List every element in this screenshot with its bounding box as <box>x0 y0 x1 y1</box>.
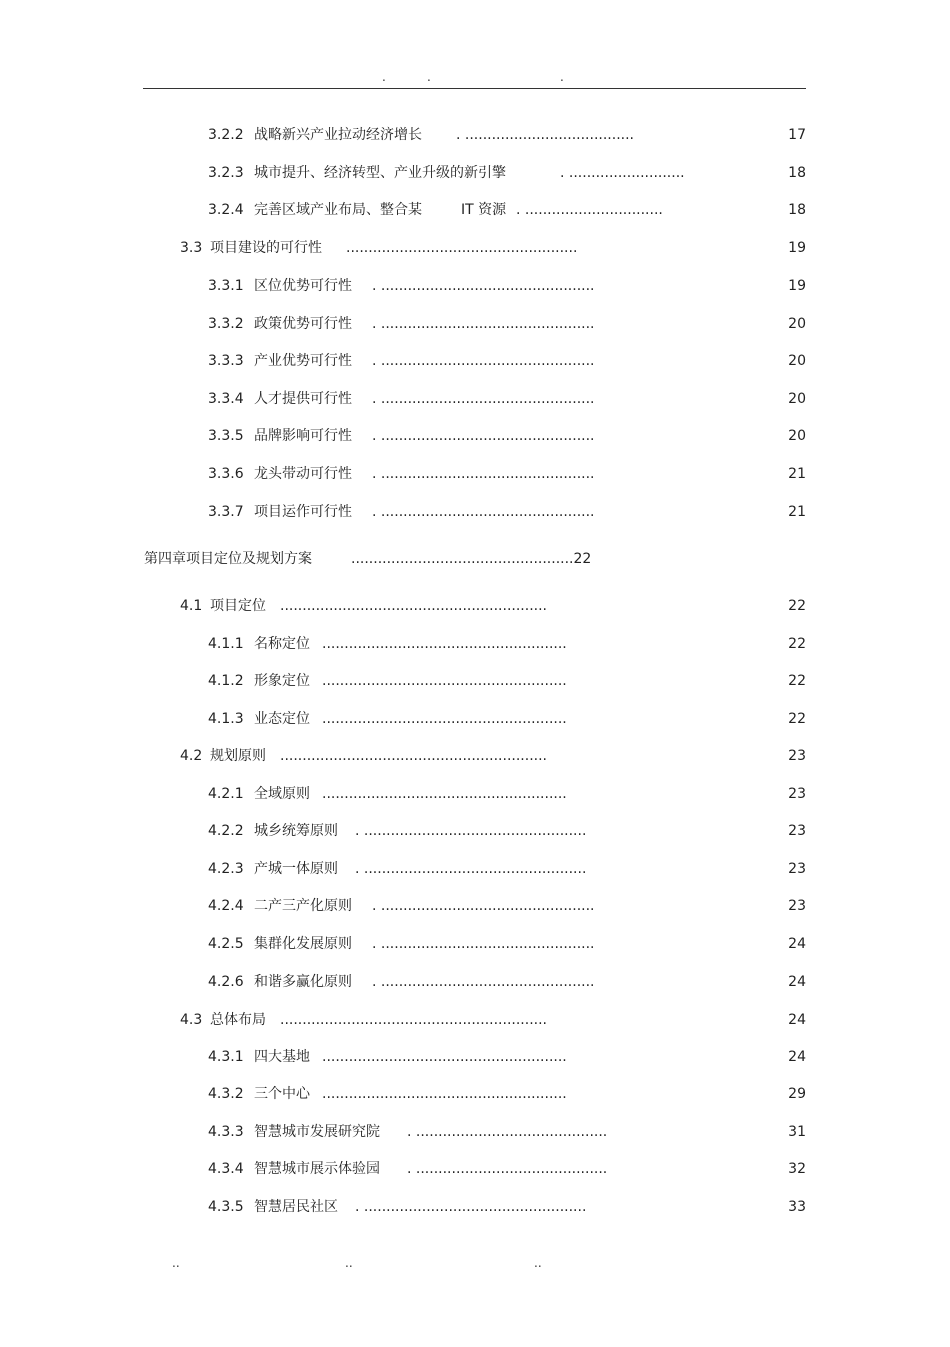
toc-page: 29 <box>788 1086 806 1102</box>
toc-number: 4.2.3 <box>208 861 244 877</box>
toc-entry[interactable] <box>0 351 950 371</box>
toc-title: 龙头带动可行性 <box>254 466 352 482</box>
toc-number: 4.3.5 <box>208 1199 244 1215</box>
toc-page: 20 <box>788 353 806 369</box>
toc-entry[interactable] <box>0 502 950 522</box>
toc-number: 3.3 <box>180 240 203 256</box>
toc-leader: ....................................................... <box>322 711 567 727</box>
toc-page: 22 <box>788 598 806 614</box>
toc-page: 18 <box>788 202 806 218</box>
toc-entry[interactable] <box>0 859 950 879</box>
toc-title: 和谐多赢化原则 <box>254 974 352 990</box>
toc-leader: . .......................... <box>560 165 685 181</box>
toc-leader: . ................................................ <box>372 936 595 952</box>
toc-leader: ............................................................ <box>280 748 548 764</box>
toc-title: 二产三产化原则 <box>254 898 352 914</box>
toc-title: 规划原则 <box>210 748 266 764</box>
toc-number: 3.3.6 <box>208 466 244 482</box>
toc-number: 4.2.6 <box>208 974 244 990</box>
toc-title: 全域原则 <box>254 786 310 802</box>
toc-leader: . ................................................ <box>372 278 595 294</box>
toc-entry[interactable] <box>0 821 950 841</box>
toc-page: 22 <box>788 711 806 727</box>
toc-leader: ............................................................ <box>280 1012 548 1028</box>
toc-entry[interactable] <box>0 1122 950 1142</box>
header-dot: . <box>427 70 431 84</box>
toc-leader: . ................................................ <box>372 504 595 520</box>
toc-leader: . ................................................ <box>372 391 595 407</box>
toc-title: 智慧城市发展研究院 <box>254 1124 380 1140</box>
toc-title-suffix: IT 资源 <box>461 202 507 218</box>
toc-number: 3.2.4 <box>208 202 244 218</box>
toc-leader: . ................................................ <box>372 316 595 332</box>
toc-entry[interactable] <box>0 464 950 484</box>
toc-leader: ....................................................... <box>322 673 567 689</box>
toc-page: 21 <box>788 466 806 482</box>
toc-entry[interactable] <box>0 1159 950 1179</box>
toc-number: 4.3.4 <box>208 1161 244 1177</box>
toc-title: 四大基地 <box>254 1049 310 1065</box>
toc-leader: . .................................................. <box>355 823 587 839</box>
footer-dot: .. <box>345 1256 353 1270</box>
toc-entry[interactable] <box>0 972 950 992</box>
toc-page: 24 <box>788 974 806 990</box>
toc-number: 4.2.5 <box>208 936 244 952</box>
footer-dot: .. <box>172 1256 180 1270</box>
toc-number: 4.1.3 <box>208 711 244 727</box>
toc-page: 24 <box>788 936 806 952</box>
toc-number: 4.2 <box>180 748 203 764</box>
toc-title: 产业优势可行性 <box>254 353 352 369</box>
toc-entry[interactable] <box>0 314 950 334</box>
toc-page: 19 <box>788 278 806 294</box>
header-dot: . <box>560 70 564 84</box>
toc-entry[interactable] <box>0 163 950 183</box>
toc-chapter-title: 第四章项目定位及规划方案 <box>144 551 312 567</box>
toc-page: 32 <box>788 1161 806 1177</box>
toc-page: 23 <box>788 786 806 802</box>
toc-number: 3.3.5 <box>208 428 244 444</box>
toc-page: 17 <box>788 127 806 143</box>
toc-title: 项目建设的可行性 <box>210 240 322 256</box>
toc-title: 战略新兴产业拉动经济增长 <box>254 127 422 143</box>
toc-entry[interactable] <box>0 934 950 954</box>
toc-page: 31 <box>788 1124 806 1140</box>
toc-number: 4.3 <box>180 1012 203 1028</box>
toc-leader: ............................................................ <box>280 598 548 614</box>
toc-page: 18 <box>788 165 806 181</box>
toc-number: 4.2.2 <box>208 823 244 839</box>
toc-title: 人才提供可行性 <box>254 391 352 407</box>
toc-leader: ....................................................... <box>322 1049 567 1065</box>
toc-title: 项目运作可行性 <box>254 504 352 520</box>
toc-entry[interactable] <box>0 125 950 145</box>
toc-leader: . ................................................ <box>372 974 595 990</box>
toc-title: 城乡统筹原则 <box>254 823 338 839</box>
toc-title: 完善区域产业布局、整合某 <box>254 202 422 218</box>
toc-entry[interactable] <box>0 634 950 654</box>
toc-entry[interactable] <box>0 596 950 616</box>
toc-leader: . ........................................... <box>407 1124 608 1140</box>
toc-page: 21 <box>788 504 806 520</box>
toc-entry[interactable] <box>0 426 950 446</box>
toc-entry[interactable] <box>0 746 950 766</box>
toc-number: 4.2.4 <box>208 898 244 914</box>
toc-entry[interactable] <box>0 389 950 409</box>
toc-number: 3.2.2 <box>208 127 244 143</box>
toc-number: 4.2.1 <box>208 786 244 802</box>
toc-number: 4.1.1 <box>208 636 244 652</box>
toc-number: 3.3.3 <box>208 353 244 369</box>
toc-entry[interactable] <box>0 238 950 258</box>
toc-leader: . ................................................ <box>372 466 595 482</box>
toc-page: 24 <box>788 1049 806 1065</box>
toc-leader: . ............................... <box>516 202 663 218</box>
toc-page: 23 <box>788 861 806 877</box>
toc-entry[interactable] <box>0 1084 950 1104</box>
toc-title: 区位优势可行性 <box>254 278 352 294</box>
toc-page: 19 <box>788 240 806 256</box>
toc-entry[interactable] <box>0 200 950 220</box>
toc-leader: . ...................................... <box>456 127 635 143</box>
toc-leader: ....................................................... <box>322 1086 567 1102</box>
toc-page: 24 <box>788 1012 806 1028</box>
toc-page: 22 <box>788 673 806 689</box>
toc-entry[interactable] <box>0 709 950 729</box>
toc-title: 三个中心 <box>254 1086 310 1102</box>
toc-entry[interactable] <box>0 1010 950 1030</box>
toc-page: 23 <box>788 748 806 764</box>
toc-title: 集群化发展原则 <box>254 936 352 952</box>
toc-page: 23 <box>788 823 806 839</box>
header-rule <box>143 88 806 89</box>
toc-number: 4.1 <box>180 598 203 614</box>
toc-entry[interactable] <box>0 896 950 916</box>
toc-title: 形象定位 <box>254 673 310 689</box>
toc-leader: .................................................... <box>346 240 578 256</box>
toc-leader: ....................................................... <box>322 786 567 802</box>
toc-page: 22 <box>788 636 806 652</box>
toc-number: 3.3.7 <box>208 504 244 520</box>
toc-title: 名称定位 <box>254 636 310 652</box>
toc-chapter-entry[interactable] <box>0 549 950 569</box>
toc-page: 23 <box>788 898 806 914</box>
toc-title: 智慧居民社区 <box>254 1199 338 1215</box>
toc-entry[interactable] <box>0 1047 950 1067</box>
toc-leader: . ........................................... <box>407 1161 608 1177</box>
toc-entry[interactable] <box>0 671 950 691</box>
toc-leader: . .................................................. <box>355 1199 587 1215</box>
toc-leader: . ................................................ <box>372 898 595 914</box>
toc-title: 政策优势可行性 <box>254 316 352 332</box>
toc-number: 3.2.3 <box>208 165 244 181</box>
toc-leader: ....................................................... <box>322 636 567 652</box>
toc-number: 3.3.2 <box>208 316 244 332</box>
toc-entry[interactable] <box>0 276 950 296</box>
toc-page: 20 <box>788 316 806 332</box>
toc-number: 4.3.1 <box>208 1049 244 1065</box>
header-dot: . <box>382 70 386 84</box>
toc-number: 4.3.3 <box>208 1124 244 1140</box>
toc-number: 3.3.1 <box>208 278 244 294</box>
toc-page: 20 <box>788 428 806 444</box>
toc-entry[interactable] <box>0 784 950 804</box>
toc-entry[interactable] <box>0 1197 950 1217</box>
toc-leader: . ................................................ <box>372 353 595 369</box>
toc-title: 产城一体原则 <box>254 861 338 877</box>
toc-title: 智慧城市展示体验园 <box>254 1161 380 1177</box>
toc-number: 4.1.2 <box>208 673 244 689</box>
toc-page: 33 <box>788 1199 806 1215</box>
toc-leader: ..................................................22 <box>351 551 592 567</box>
toc-title: 总体布局 <box>210 1012 266 1028</box>
toc-title: 品牌影响可行性 <box>254 428 352 444</box>
toc-number: 4.3.2 <box>208 1086 244 1102</box>
toc-leader: . .................................................. <box>355 861 587 877</box>
toc-page: 20 <box>788 391 806 407</box>
toc-title: 城市提升、经济转型、产业升级的新引擎 <box>254 165 506 181</box>
toc-leader: . ................................................ <box>372 428 595 444</box>
toc-title: 业态定位 <box>254 711 310 727</box>
footer-dot: .. <box>534 1256 542 1270</box>
toc-number: 3.3.4 <box>208 391 244 407</box>
toc-title: 项目定位 <box>210 598 266 614</box>
